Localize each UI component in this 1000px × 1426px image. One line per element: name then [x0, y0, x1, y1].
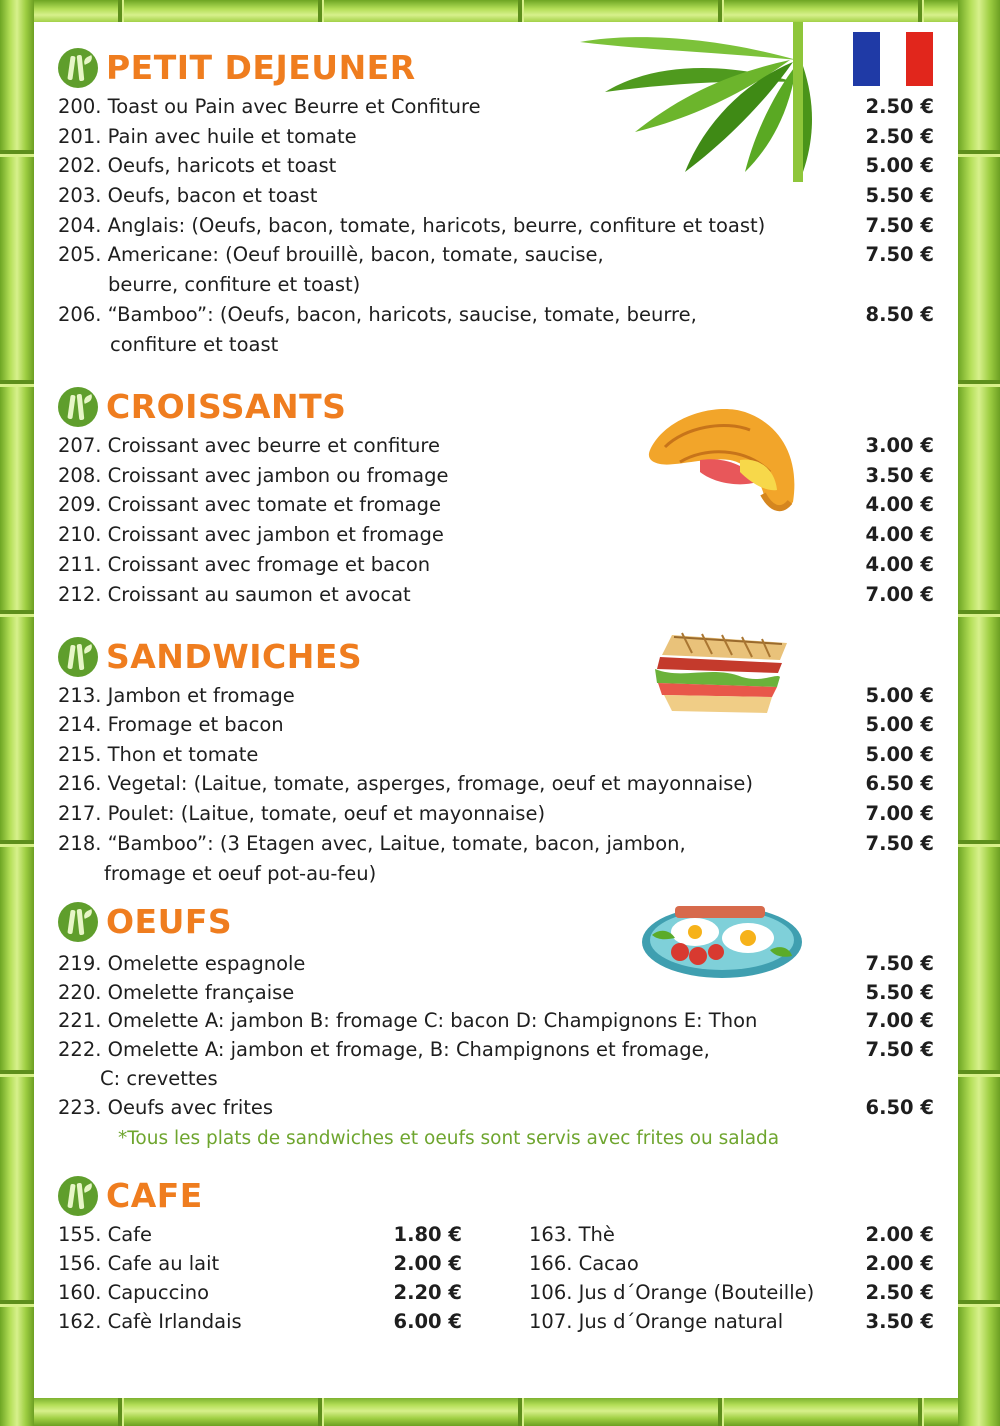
price: 7.50 € [865, 214, 934, 237]
bamboo-icon [58, 902, 98, 942]
cafe-item: 160. Capuccino [58, 1281, 210, 1304]
section-title: OEUFS [106, 902, 233, 941]
price: 7.50 € [865, 832, 934, 855]
menu-item: 211. Croissant avec fromage et bacon 4.00 € [58, 550, 934, 580]
section-title: CAFE [106, 1176, 203, 1215]
price: 6.50 € [865, 772, 934, 795]
menu-item: 208. Croissant avec jambon ou fromage 3.50 € [58, 461, 934, 491]
price: 4.00 € [865, 523, 934, 546]
bamboo-icon [58, 637, 98, 677]
cafe-item: 156. Cafe au lait [58, 1252, 220, 1275]
menu-item-continuation: fromage et oeuf pot-au-feu) [104, 862, 377, 885]
menu-item: 205. Americane: (Oeuf brouillè, bacon, tomate, saucise, 7.50 € [58, 240, 934, 270]
price: 7.50 € [865, 952, 934, 975]
price: 2.00 € [865, 1252, 934, 1275]
bamboo-icon [58, 387, 98, 427]
price: 6.00 € [393, 1310, 462, 1333]
section-title: PETIT DEJEUNER [106, 48, 416, 87]
section-title: CROISSANTS [106, 387, 347, 426]
price: 5.50 € [865, 184, 934, 207]
menu-item: 200. Toast ou Pain avec Beurre et Confiture 2.50 € [58, 92, 934, 122]
menu-item: 222. Omelette A: jambon et fromage, B: Champignons et fromage, 7.50 € [58, 1035, 934, 1065]
bamboo-border-right [958, 0, 1000, 1426]
bamboo-border-bottom [0, 1396, 1000, 1426]
price: 1.80 € [393, 1223, 462, 1246]
menu-item: 202. Oeufs, haricots et toast 5.00 € [58, 151, 934, 181]
menu-item: 218. “Bamboo”: (3 Etagen avec, Laitue, tomate, bacon, jambon, 7.50 € [58, 829, 934, 859]
cafe-item: 166. Cacao [529, 1252, 639, 1275]
price: 4.00 € [865, 553, 934, 576]
price: 7.00 € [865, 1009, 934, 1032]
menu-item: 221. Omelette A: jambon B: fromage C: bacon D: Champignons E: Thon 7.00 € [58, 1006, 934, 1036]
menu-item: 219. Omelette espagnole 7.50 € [58, 949, 934, 979]
menu-item: 203. Oeufs, bacon et toast 5.50 € [58, 181, 934, 211]
price: 5.00 € [865, 154, 934, 177]
menu-item: 209. Croissant avec tomate et fromage 4.00 € [58, 490, 934, 520]
bamboo-icon [58, 48, 98, 88]
bamboo-border-left [0, 0, 34, 1426]
menu-item: 216. Vegetal: (Laitue, tomate, asperges, fromage, oeuf et mayonnaise) 6.50 € [58, 769, 934, 799]
menu-item-continuation: beurre, confiture et toast) [108, 273, 361, 296]
cafe-item: 162. Cafè Irlandais [58, 1310, 242, 1333]
price: 2.50 € [865, 1281, 934, 1304]
menu-item: 210. Croissant avec jambon et fromage 4.00 € [58, 520, 934, 550]
price: 3.50 € [865, 1310, 934, 1333]
menu-item: 214. Fromage et bacon 5.00 € [58, 710, 934, 740]
flag-blue-stripe [853, 32, 880, 86]
price: 4.00 € [865, 493, 934, 516]
french-flag-icon[interactable] [853, 32, 933, 86]
menu-item: 220. Omelette française 5.50 € [58, 978, 934, 1008]
price: 7.50 € [865, 243, 934, 266]
cafe-item: 163. Thè [529, 1223, 615, 1246]
price: 2.00 € [865, 1223, 934, 1246]
cafe-item: 106. Jus d´Orange (Bouteille) [529, 1281, 815, 1304]
menu-item: 212. Croissant au saumon et avocat 7.00 € [58, 580, 934, 610]
section-header-petit-dejeuner [58, 48, 416, 88]
price: 6.50 € [865, 1096, 934, 1119]
menu-item: 206. “Bamboo”: (Oeufs, bacon, haricots, saucise, tomate, beurre, 8.50 € [58, 300, 934, 330]
price: 7.00 € [865, 583, 934, 606]
section-header-sandwiches [58, 637, 362, 677]
footnote: *Tous les plats de sandwiches et oeufs sont servis avec frites ou salada [118, 1128, 780, 1149]
section-title: SANDWICHES [106, 637, 363, 676]
menu-item: 213. Jambon et fromage 5.00 € [58, 681, 934, 711]
menu-item: 223. Oeufs avec frites 6.50 € [58, 1093, 934, 1123]
menu-item: 201. Pain avec huile et tomate 2.50 € [58, 122, 934, 152]
bamboo-icon [58, 1176, 98, 1216]
menu-item: 217. Poulet: (Laitue, tomate, oeuf et mayonnaise) 7.00 € [58, 799, 934, 829]
price: 3.50 € [865, 464, 934, 487]
menu-item: 207. Croissant avec beurre et confiture 3.00 € [58, 431, 934, 461]
section-header-oeufs [58, 902, 232, 942]
price: 5.00 € [865, 743, 934, 766]
menu-item-continuation: C: crevettes [100, 1067, 218, 1090]
flag-white-stripe [880, 32, 907, 86]
price: 2.20 € [393, 1281, 462, 1304]
price: 7.50 € [865, 1038, 934, 1061]
price: 2.50 € [865, 125, 934, 148]
section-header-cafe [58, 1176, 203, 1216]
price: 5.50 € [865, 981, 934, 1004]
cafe-item: 155. Cafe [58, 1223, 153, 1246]
price: 5.00 € [865, 684, 934, 707]
price: 3.00 € [865, 434, 934, 457]
flag-red-stripe [906, 32, 933, 86]
menu-item-continuation: confiture et toast [110, 333, 279, 356]
price: 8.50 € [865, 303, 934, 326]
price: 7.00 € [865, 802, 934, 825]
price: 5.00 € [865, 713, 934, 736]
cafe-item: 107. Jus d´Orange natural [529, 1310, 784, 1333]
menu-item: 215. Thon et tomate 5.00 € [58, 740, 934, 770]
price: 2.00 € [393, 1252, 462, 1275]
menu-item: 204. Anglais: (Oeufs, bacon, tomate, haricots, beurre, confiture et toast) 7.50 € [58, 211, 934, 241]
section-header-croissants [58, 387, 346, 427]
price: 2.50 € [865, 95, 934, 118]
